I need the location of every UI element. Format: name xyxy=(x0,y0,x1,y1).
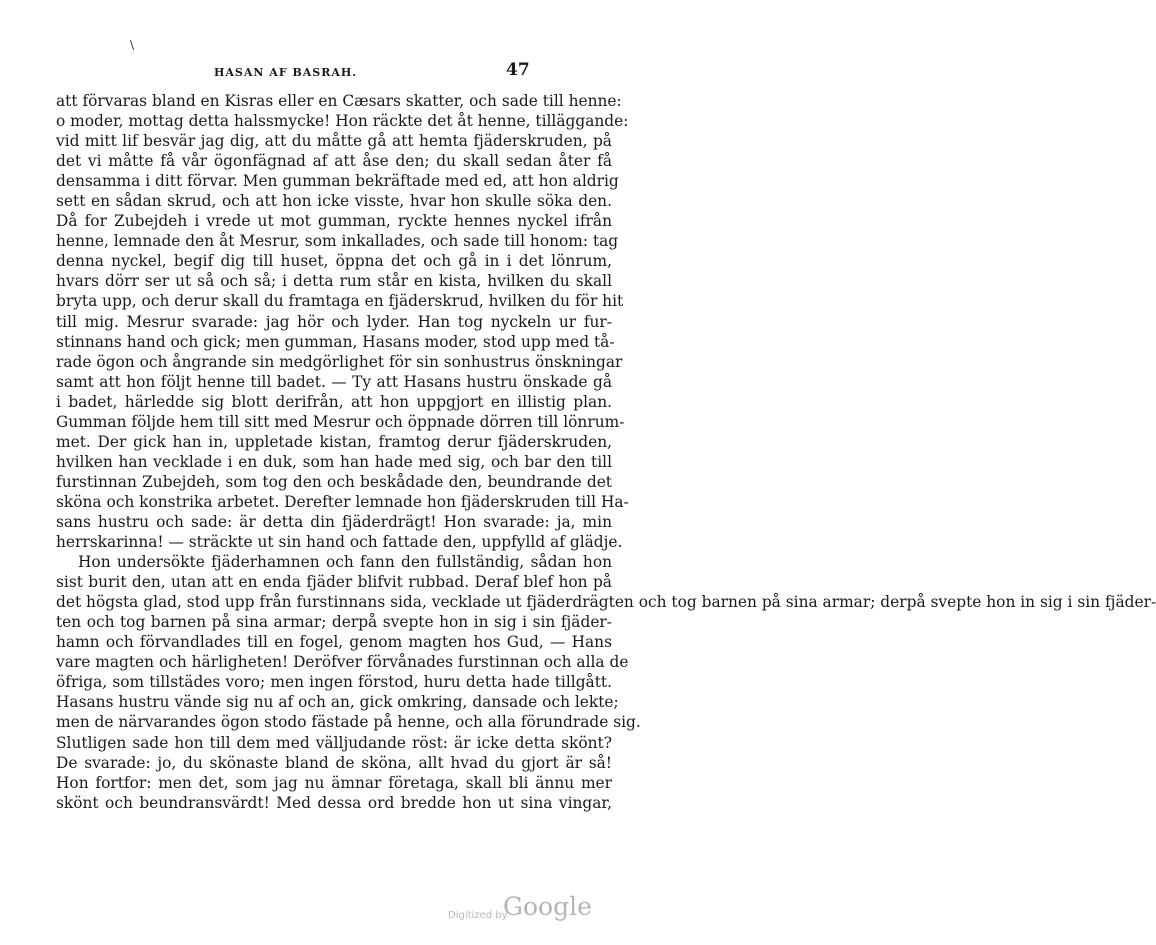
text-line: Gumman följde hem till sitt med Mesrur och öppnade dörren till lönrum- xyxy=(56,412,625,431)
text-line: sett en sådan skrud, och att hon icke visste, hvar hon skulle söka den. xyxy=(56,192,612,211)
text-line: rade ögon och ångrande sin medgörlighet för sin sonhustrus önskningar xyxy=(56,352,623,371)
text-line: denna nyckel, begif dig till huset, öppna det och gå in i det lönrum, xyxy=(56,252,612,271)
digitized-by-label: Digitized by xyxy=(448,910,508,921)
stray-ink-mark: \ xyxy=(130,38,135,52)
text-line: Slutligen sade hon till dem med välljudande röst: är icke detta skönt? xyxy=(56,733,612,752)
text-line: sköna och konstrika arbetet. Derefter lemnade hon fjäderskruden till Ha- xyxy=(56,492,629,511)
text-line: skönt och beundransvärdt! Med dessa ord bredde hon ut sina vingar, xyxy=(56,793,612,812)
text-line: herrskarinna! — sträckte ut sin hand och fattade den, uppfylld af glädje. xyxy=(56,533,623,552)
text-line: det vi måtte få vår ögonfägnad af att åse den; du skall sedan åter få xyxy=(56,152,612,171)
text-line: sist burit den, utan att en enda fjäder blifvit rubbad. Deraf blef hon på xyxy=(56,573,612,592)
text-line: hvars dörr ser ut så och så; i detta rum står en kista, hvilken du skall xyxy=(56,272,612,291)
text-line: till mig. Mesrur svarade: jag hör och lyder. Han tog nyckeln ur fur- xyxy=(56,312,612,331)
text-line: men de närvarandes ögon stodo fästade på henne, och alla förundrade sig. xyxy=(56,713,641,732)
text-line: ten och tog barnen på sina armar; derpå svepte hon in sig i sin fjäder- xyxy=(56,613,612,632)
page-number: 47 xyxy=(506,60,530,80)
text-line: öfriga, som tillstädes voro; men ingen förstod, huru detta hade tillgått. xyxy=(56,673,612,692)
text-line: Då for Zubejdeh i vrede ut mot gumman, ryckte hennes nyckel ifrån xyxy=(56,212,612,231)
text-line: hvilken han vecklade i en duk, som han hade med sig, och bar den till xyxy=(56,452,612,471)
running-head: HASAN AF BASRAH. xyxy=(214,66,358,79)
text-line: furstinnan Zubejdeh, som tog den och beskådade den, beundrande det xyxy=(56,472,612,491)
text-line: sans hustru och sade: är detta din fjäderdrägt! Hon svarade: ja, min xyxy=(56,512,612,531)
google-logo-text: Google xyxy=(503,892,592,921)
body-text xyxy=(56,91,1156,813)
text-line: o moder, mottag detta halssmycke! Hon räckte det åt henne, tilläggande: xyxy=(56,112,629,131)
text-line: Hon fortfor: men det, som jag nu ämnar företaga, skall bli ännu mer xyxy=(56,773,612,792)
text-line: hamn och förvandlades till en fogel, genom magten hos Gud, — Hans xyxy=(56,633,612,652)
text-line: Hon undersökte fjäderhamnen och fann den fullständig, sådan hon xyxy=(78,553,612,572)
text-line: att förvaras bland en Kisras eller en Cæsars skatter, och sade till henne: xyxy=(56,92,622,110)
text-line: vare magten och härligheten! Deröfver förvånades furstinnan och alla de xyxy=(56,653,629,672)
text-line: De svarade: jo, du skönaste bland de sköna, allt hvad du gjort är så! xyxy=(56,753,612,772)
text-line: samt att hon följt henne till badet. — Ty att Hasans hustru önskade gå xyxy=(56,372,612,391)
digitized-by-google-watermark xyxy=(448,890,592,930)
text-line: vid mitt lif besvär jag dig, att du måtte gå att hemta fjäderskruden, på xyxy=(56,132,612,151)
text-line: stinnans hand och gick; men gumman, Hasans moder, stod upp med tå- xyxy=(56,332,615,351)
text-line: det högsta glad, stod upp från furstinnans sida, vecklade ut fjäderdrägten och tog barnen på sina armar; derpå svepte hon in sig i sin fjäder- xyxy=(56,593,1156,612)
text-line: Hasans hustru vände sig nu af och an, gick omkring, dansade och lekte; xyxy=(56,693,619,712)
text-line: met. Der gick han in, uppletade kistan, framtog derur fjäderskruden, xyxy=(56,432,612,451)
text-line: henne, lemnade den åt Mesrur, som inkallades, och sade till honom: tag xyxy=(56,232,619,251)
text-line: i badet, härledde sig blott derifrån, att hon uppgjort en illistig plan. xyxy=(56,392,612,411)
text-line: bryta upp, och derur skall du framtaga en fjäderskrud, hvilken du för hit xyxy=(56,292,624,311)
text-line: densamma i ditt förvar. Men gumman bekräftade med ed, att hon aldrig xyxy=(56,172,619,191)
